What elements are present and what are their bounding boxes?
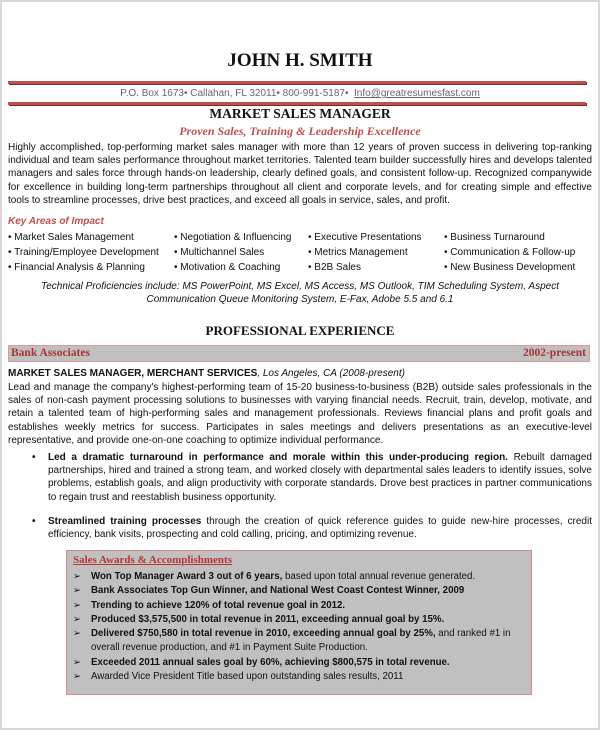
key-area-item: • B2B Sales [308, 261, 444, 274]
key-area-item: • Market Sales Management [8, 231, 174, 244]
candidate-name: JOHN H. SMITH [227, 50, 373, 71]
award-item [67, 570, 517, 584]
award-item [67, 599, 517, 613]
award-item [67, 613, 517, 627]
profile-title: MARKET SALES MANAGER [209, 106, 391, 121]
bullet-text: through the creation of quick reference guides to guide new-hire processes, credit efficiency, bank visits, prospecting and cold calling, pricing, and optimizing revenue. [48, 516, 592, 541]
experience-heading: PROFESSIONAL EXPERIENCE [205, 323, 395, 338]
key-area-item: • Business Turnaround [444, 231, 594, 244]
summary: Highly accomplished, top-performing market sales manager with more than 12 years of proven success in delivering top-ranking individual and team sales performance throughout market territories. Talented team builder successfully hires and develops talented managers and sales force through hands-on leadership, clearly defined goals, and consistent follow-up. Recognized companywide for excellence in building long-term partnerships throughout all client and corporate levels, and for creating simple and effective tools to streamline processes, drive best practices, and exceed all goals in service, sales, and profit. [8, 142, 592, 206]
company-dates: 2002-present [522, 347, 586, 359]
bullet-text: Rebuilt damaged partnerships, hired and trained a strong team, and worked closely with departmental sales leaders to identify issues, solve problems, establish goals, and align productivity with corporate standards. Drove best practices in partner communications to regain trust and reestablish business opportunity. [48, 452, 592, 503]
award-bold: Trending to achieve 120% of total revenue goal in 2012. [91, 599, 346, 611]
award-bold: Bank Associates Top Gun Winner, and National West Coast Contest Winner, 2009 [91, 585, 465, 597]
email-link[interactable]: Info@greatresumesfast.com [354, 88, 480, 99]
key-area-item: • Communication & Follow-up [444, 246, 594, 259]
header-rule-bottom [8, 102, 586, 105]
awards-box [66, 550, 532, 695]
job-heading [8, 367, 405, 380]
job-title: MARKET SALES MANAGER, MERCHANT SERVICES [8, 368, 258, 379]
experience-bullet [48, 515, 592, 541]
awards-heading: Sales Awards & Accomplishments [73, 554, 232, 566]
key-area-item: • Financial Analysis & Planning [8, 261, 174, 274]
award-bold: Delivered $750,580 in total revenue in 2010, exceeding annual goal by 25%, [91, 628, 436, 640]
award-item [67, 584, 517, 598]
award-text: and ranked #1 in overall revenue production, and #1 in Payment Suite Production. [91, 628, 511, 654]
key-area-item: • Metrics Management [308, 246, 444, 259]
key-areas-list [8, 231, 592, 275]
job-description: Lead and manage the company's highest-performing team of 15-20 business-to-business (B2B) outside sales professionals in the sales of non-cash payment processing solutions to businesses with varying financial needs. Recruit, train, develop, motivate, and retain a talented team of high-performing sales and management professionals. Reviews financial plans and profit goals and establishes weekly metrics for success. Participates in sales meetings and delivers presentations as an executive-level representative, and provide one-on-one coaching to optimize individual performance. [8, 382, 592, 446]
award-bold: Exceeded 2011 annual sales goal by 60%, achieving $800,575 in total revenue. [91, 656, 450, 668]
key-area-item: • Motivation & Coaching [174, 261, 308, 274]
award-item [67, 656, 517, 670]
bullet-bold: Streamlined training processes [48, 516, 202, 527]
company-bar [8, 345, 590, 362]
contact-line [8, 87, 592, 100]
key-area-item: • Training/Employee Development [8, 246, 174, 259]
key-area-item: • New Business Development [444, 261, 594, 274]
award-item [67, 670, 517, 684]
key-area-item: • Multichannel Sales [174, 246, 308, 259]
award-text: Awarded Vice President Title based upon outstanding sales results, 2011 [91, 671, 404, 683]
award-text: based upon total annual revenue generated. [282, 571, 476, 582]
contact-info: P.O. Box 1673• Callahan, FL 32011• 800-991-5187• [120, 88, 349, 99]
job-location: , Los Angeles, CA (2008-present) [257, 368, 405, 379]
key-area-item: • Negotiation & Influencing [174, 231, 308, 244]
profile-subtitle: Proven Sales, Training & Leadership Excellence [179, 124, 421, 138]
award-bold: Won Top Manager Award 3 out of 6 years, [91, 571, 283, 582]
bullet-bold: Led a dramatic turnaround in performance and morale within this under-producing region. [48, 452, 508, 463]
awards-list [67, 570, 517, 684]
company-name: Bank Associates [11, 347, 90, 359]
award-bold: Produced $3,575,500 in total revenue in 2011, exceeding annual goal by 15%. [91, 613, 445, 625]
award-item [67, 627, 517, 656]
technical-proficiencies: Technical Proficiencies include: MS PowerPoint, MS Excel, MS Access, MS Outlook, TIM Scheduling System, Aspect Communication Queue Monitoring System, E-Fax, Adobe 5.5 and 6.1 [41, 281, 559, 306]
header-rule-top [8, 81, 586, 84]
key-area-item: • Executive Presentations [308, 231, 444, 244]
key-areas-heading: Key Areas of Impact [8, 216, 104, 227]
experience-bullet [48, 451, 592, 504]
